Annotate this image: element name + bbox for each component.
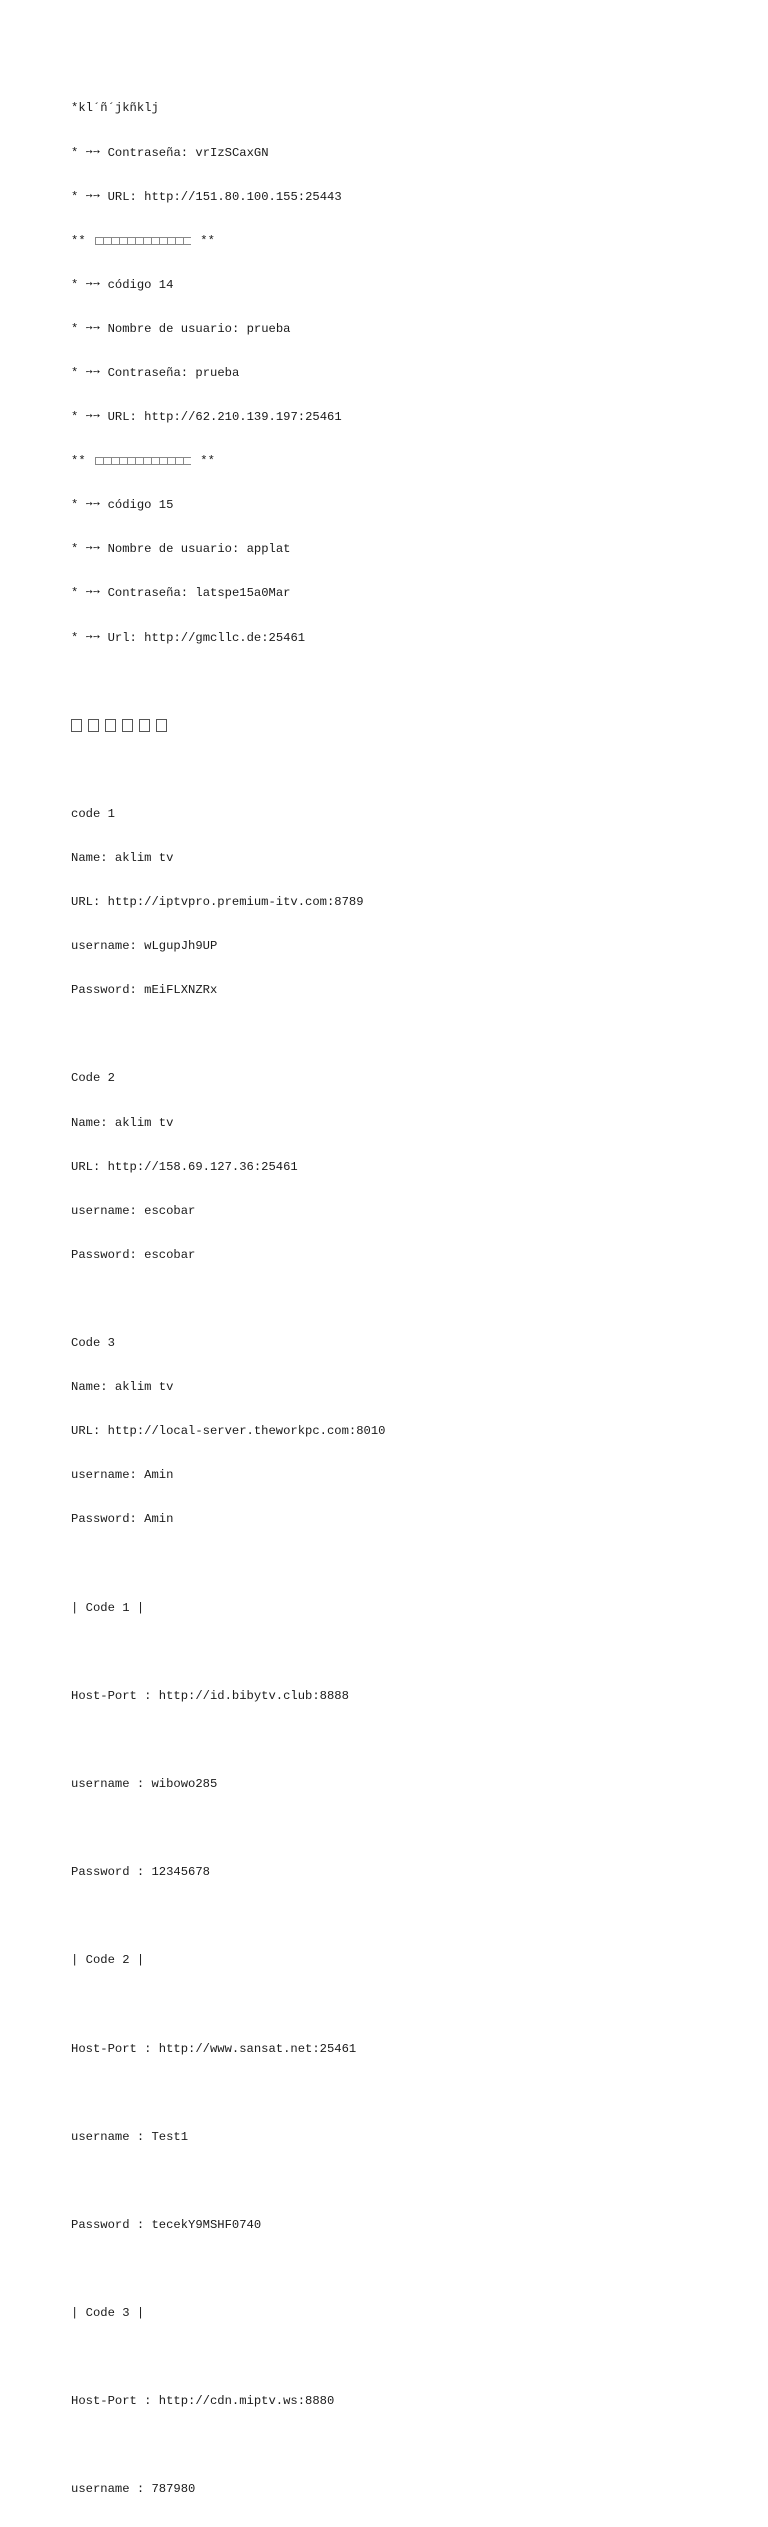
text-line: | Code 2 |	[71, 1953, 145, 1968]
separator-stars-right: **	[200, 454, 215, 469]
text-line: * ➙➙ Url: http://gmcllc.de:25461	[71, 630, 306, 645]
text-line: Code 2	[71, 1071, 115, 1086]
text-line: Password : tecekY9MSHF0740	[71, 2217, 262, 2232]
text-line: * ➙➙ Nombre de usuario: prueba	[71, 321, 291, 336]
document-text	[71, 72, 751, 2527]
text-line: Password: escobar	[71, 1247, 196, 1262]
text-line: * ➙➙ URL: http://62.210.139.197:25461	[71, 410, 342, 425]
blank-line	[71, 1997, 751, 2012]
blank-line	[71, 2438, 751, 2453]
blank-line	[71, 2174, 751, 2189]
hatch-glyphs	[95, 457, 191, 465]
blank-line	[71, 1909, 751, 1924]
text-line: Host-Port : http://cdn.miptv.ws:8880	[71, 2394, 335, 2409]
text-line: Password: Amin	[71, 1512, 174, 1527]
text-line: | Code 1 |	[71, 1600, 145, 1615]
text-line: * ➙➙ Contraseña: vrIzSCaxGN	[71, 145, 269, 160]
blank-line	[71, 1027, 751, 1042]
separator-stars-right: **	[200, 233, 215, 248]
missing-glyph-icon	[139, 719, 150, 732]
text-line: username: Amin	[71, 1468, 174, 1483]
missing-glyph-icon	[88, 719, 99, 732]
missing-glyph-row	[71, 719, 751, 734]
text-line: * ➙➙ Contraseña: latspe15a0Mar	[71, 586, 291, 601]
hatch-glyphs	[95, 237, 191, 245]
separator-stars-left: **	[71, 233, 86, 248]
blank-line	[71, 1292, 751, 1307]
blank-line	[71, 2350, 751, 2365]
missing-glyph-icon	[122, 719, 133, 732]
text-line: URL: http://local-server.theworkpc.com:8010	[71, 1424, 386, 1439]
text-line: * ➙➙ URL: http://151.80.100.155:25443	[71, 189, 342, 204]
text-line: Code 3	[71, 1336, 115, 1351]
text-line: URL: http://iptvpro.premium-itv.com:8789	[71, 895, 364, 910]
text-line: * ➙➙ Nombre de usuario: applat	[71, 542, 291, 557]
missing-glyph-icon	[105, 719, 116, 732]
text-line: | Code 3 |	[71, 2306, 145, 2321]
missing-glyph-icon	[156, 719, 167, 732]
text-line: Host-Port : http://www.sansat.net:25461	[71, 2041, 357, 2056]
blank-line	[71, 1557, 751, 1572]
blank-line	[71, 675, 751, 690]
text-line: *kl´ñ´jkñklj	[71, 101, 159, 116]
separator-line	[71, 454, 751, 469]
blank-line	[71, 1733, 751, 1748]
text-line: * ➙➙ código 15	[71, 498, 174, 513]
text-line: username : Test1	[71, 2129, 189, 2144]
text-line: Password : 12345678	[71, 1865, 210, 1880]
separator-line	[71, 234, 751, 249]
text-line: Password: mEiFLXNZRx	[71, 983, 218, 998]
blank-line	[71, 763, 751, 778]
text-line: Name: aklim tv	[71, 851, 174, 865]
blank-line	[71, 2262, 751, 2277]
text-line: * ➙➙ Contraseña: prueba	[71, 365, 240, 380]
text-line: URL: http://158.69.127.36:25461	[71, 1159, 298, 1174]
text-line: code 1	[71, 806, 115, 821]
text-line: username : wibowo285	[71, 1776, 218, 1791]
text-line: username: wLgupJh9UP	[71, 939, 218, 954]
missing-glyph-icon	[71, 719, 82, 732]
blank-line	[71, 2086, 751, 2101]
text-line: Host-Port : http://id.bibytv.club:8888	[71, 1688, 349, 1703]
blank-line	[71, 1821, 751, 1836]
text-line: Name: aklim tv	[71, 1380, 174, 1395]
text-line: Name: aklim tv	[71, 1115, 174, 1130]
separator-stars-left: **	[71, 454, 86, 469]
text-line: username: escobar	[71, 1203, 196, 1218]
text-line: username : 787980	[71, 2482, 196, 2497]
blank-line	[71, 1645, 751, 1660]
text-line: * ➙➙ código 14	[71, 277, 174, 292]
